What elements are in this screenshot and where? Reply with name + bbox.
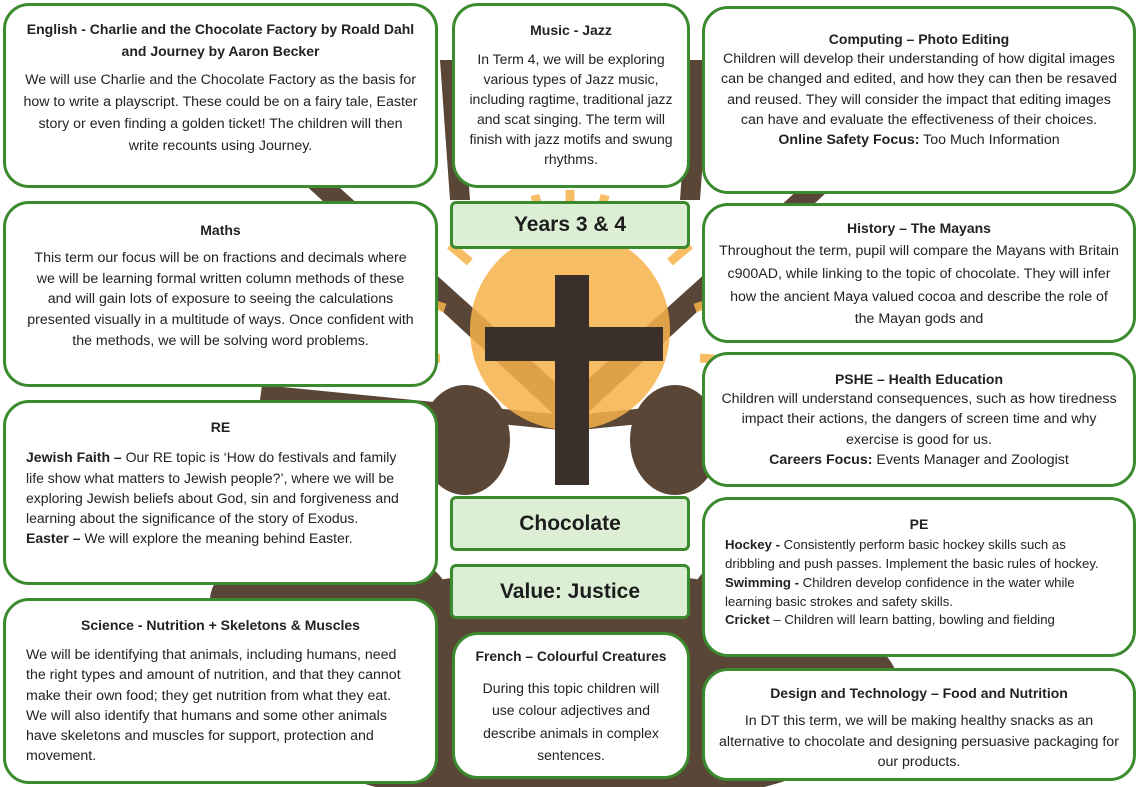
dt-body: In DT this term, we will be making healthy snacks as an alternative to chocolate and designing persuasive packaging for our products.	[719, 713, 1119, 771]
english-title: English - Charlie and the Chocolate Factory by Roald Dahl and Journey by Aaron Becker	[26, 21, 415, 60]
pe-title: PE	[909, 516, 929, 532]
computing-panel	[702, 6, 1136, 194]
value-label: Value: Justice	[450, 564, 690, 619]
computing-focus-value: Too Much Information	[919, 131, 1060, 148]
dt-panel	[702, 668, 1136, 781]
music-body: In Term 4, we will be exploring various types of Jazz music, including ragtime, traditional jazz and scat singing. The term will finish with jazz motifs and swung rhythms.	[469, 51, 673, 167]
re-jewish-body: Our RE topic is ‘How do festivals and family life show what matters to Jewish people?’, where we will be exploring Jewish beliefs about God, sin and forgiveness and learning about the significance of the story of Exodus.	[26, 449, 399, 527]
pe-hockey-body: Consistently perform basic hockey skills such as dribbling and push passes. Implement the basic rules of hockey.	[725, 537, 1099, 572]
pshe-panel	[702, 352, 1136, 487]
history-body: Throughout the term, pupil will compare the Mayans with Britain c900AD, while linking to the topic of chocolate. They will infer how the ancient Maya valued cocoa and describe the role of the Mayan gods and	[719, 243, 1119, 328]
french-title: French – Colourful Creatures	[475, 649, 667, 664]
maths-title: Maths	[200, 222, 241, 238]
science-panel	[3, 598, 438, 784]
pe-cricket	[725, 611, 1113, 630]
pe-panel	[702, 497, 1136, 657]
computing-body: Children will develop their understanding of how digital images can be changed and edited, and how they can then be resaved and reused. They will consider the impact that editing images can have and evaluate the effectiveness of their choices.	[721, 51, 1117, 128]
pe-swimming	[725, 574, 1113, 611]
pe-swimming-body: Children develop confidence in the water while learning basic strokes and safety skills.	[725, 574, 1075, 609]
maths-panel	[3, 201, 438, 387]
pshe-focus-value: Events Manager and Zoologist	[872, 451, 1069, 468]
re-easter-label: Easter –	[26, 530, 81, 547]
pe-hockey-label: Hockey -	[725, 537, 780, 553]
history-panel	[702, 203, 1136, 343]
dt-title: Design and Technology – Food and Nutrition	[770, 685, 1068, 701]
computing-title: Computing – Photo Editing	[828, 31, 1010, 47]
pe-cricket-label: Cricket	[725, 612, 770, 628]
re-easter-body: We will explore the meaning behind Easter.	[80, 530, 353, 547]
english-body: We will use Charlie and the Chocolate Factory as the basis for how to write a playscript. These could be on a fairy tale, Easter story or even finding a golden ticket! The children will then write recounts using Journey.	[23, 71, 418, 154]
pshe-body: Children will understand consequences, such as how tiredness impact their actions, the dangers of screen time and why exercise is good for us.	[721, 391, 1117, 448]
pshe-title: PSHE – Health Education	[834, 371, 1004, 387]
pe-cricket-body: – Children will learn batting, bowling and fielding	[769, 612, 1055, 628]
year-group-label: Years 3 & 4	[450, 201, 690, 249]
pe-swimming-label: Swimming -	[725, 574, 799, 590]
pshe-focus-label: Careers Focus:	[769, 451, 873, 468]
re-title: RE	[210, 419, 231, 435]
french-body: During this topic children will use colour adjectives and describe animals in complex sentences.	[482, 680, 660, 764]
re-jewish	[26, 447, 415, 528]
re-panel	[3, 400, 438, 585]
re-jewish-label: Jewish Faith –	[26, 449, 122, 466]
computing-focus	[719, 130, 1119, 150]
french-panel	[452, 632, 690, 779]
science-body: We will be identifying that animals, including humans, need the right types and amount of nutrition, and that they cannot make their own food; they get nutrition from what they eat. We will also identify that humans and some other animals have skeletons and muscles for support, protection and movement.	[26, 647, 401, 765]
english-panel	[3, 3, 438, 188]
topic-label: Chocolate	[450, 496, 690, 551]
music-title: Music - Jazz	[530, 22, 612, 38]
science-title: Science - Nutrition + Skeletons & Muscles	[81, 617, 360, 633]
computing-focus-label: Online Safety Focus:	[778, 131, 920, 148]
re-easter	[26, 528, 415, 548]
pe-hockey	[725, 536, 1113, 573]
maths-body: This term our focus will be on fractions and decimals where we will be learning formal written column methods of these and will gain lots of exposure to seeing the calculations presented visually in a multitude of ways. Once confident with the methods, we will be solving word problems.	[27, 250, 414, 349]
history-title: History – The Mayans	[847, 220, 991, 236]
music-panel	[452, 3, 690, 188]
pshe-focus	[717, 450, 1121, 470]
